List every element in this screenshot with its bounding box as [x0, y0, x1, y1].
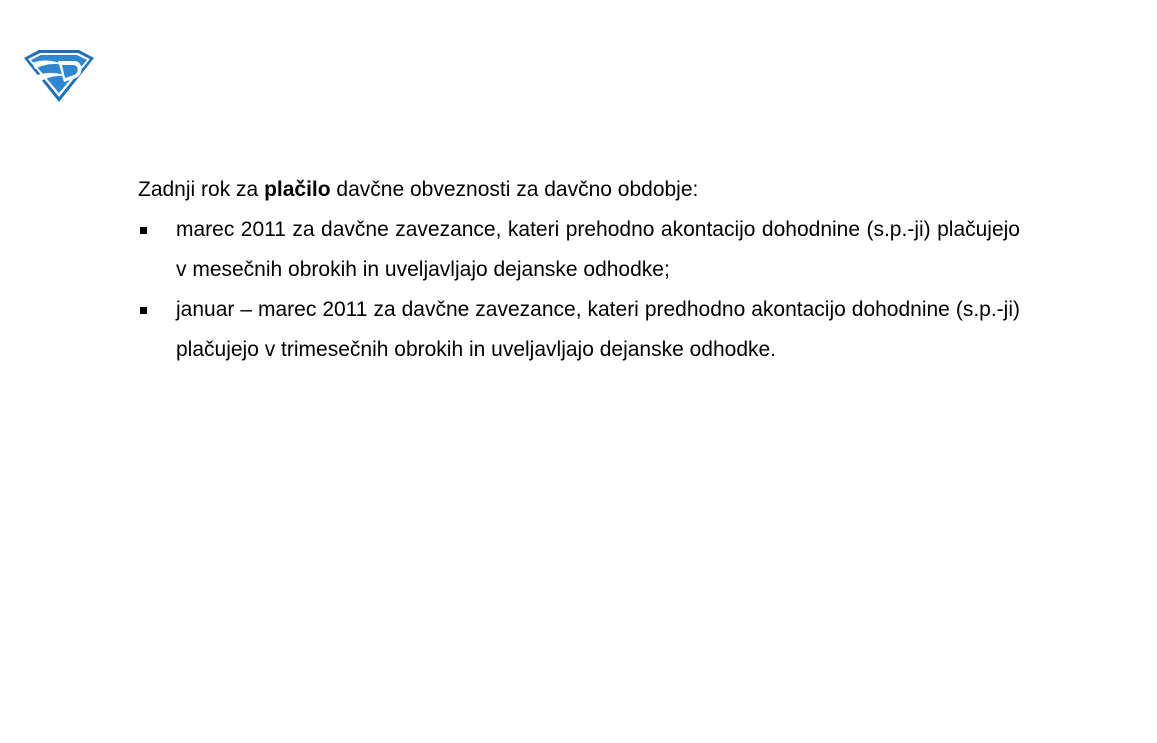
deadline-intro	[138, 170, 1020, 210]
list-item-text: marec 2011 za davčne zavezance, kateri prehodno akontacijo dohodnine (s.p.-ji) plačujejo v mesečnih obrokih in uveljavljajo dejanske odhodke;	[176, 218, 1020, 281]
deadline-list	[138, 210, 1020, 370]
square-bullet-icon	[140, 307, 147, 314]
list-item-text: januar – marec 2011 za davčne zavezance, kateri predhodno akontacijo dohodnine (s.p.-ji) plačujejo v trimesečnih obrokih in uveljavljajo dejanske odhodke.	[176, 298, 1020, 361]
intro-bold-word: plačilo	[264, 178, 331, 201]
document-body	[138, 170, 1020, 370]
shield-logo-icon	[22, 48, 96, 104]
list-item	[138, 210, 1020, 290]
list-item	[138, 290, 1020, 370]
intro-text-before: Zadnji rok za	[138, 178, 265, 201]
square-bullet-icon	[140, 227, 147, 234]
sd-logo	[22, 48, 96, 104]
intro-text-after: davčne obveznosti za davčno obdobje:	[330, 178, 699, 201]
